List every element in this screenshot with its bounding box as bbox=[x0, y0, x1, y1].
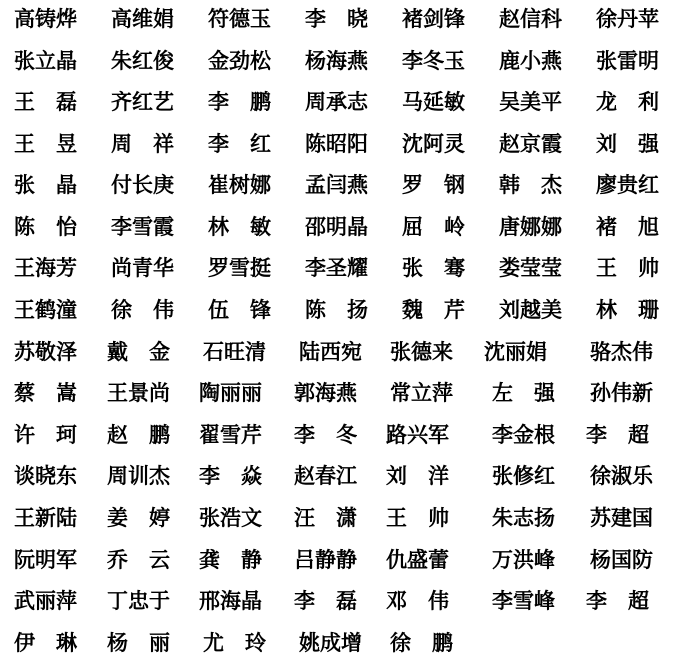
name-entry: 乔 云 bbox=[107, 547, 170, 572]
name-entry: 李 鹏 bbox=[208, 89, 271, 114]
name-entry: 赵 鹏 bbox=[107, 422, 170, 447]
name-row bbox=[0, 250, 691, 292]
name-entry: 刘 洋 bbox=[386, 463, 449, 488]
name-entry: 王海芳 bbox=[14, 255, 77, 280]
name-entry: 翟雪芹 bbox=[199, 422, 262, 447]
name-entry: 褚剑锋 bbox=[402, 6, 465, 31]
name-entry: 鹿小燕 bbox=[499, 48, 562, 73]
name-entry: 林 敏 bbox=[208, 214, 271, 239]
name-entry: 路兴军 bbox=[386, 422, 449, 447]
name-entry: 张修红 bbox=[492, 463, 555, 488]
name-entry: 李 超 bbox=[586, 588, 649, 613]
name-entry: 朱志扬 bbox=[492, 505, 555, 530]
name-entry: 王鹤潼 bbox=[14, 297, 77, 322]
name-entry: 汪 潇 bbox=[294, 505, 357, 530]
name-entry: 付长庚 bbox=[111, 172, 174, 197]
name-row bbox=[0, 583, 691, 625]
name-entry: 李雪霞 bbox=[111, 214, 174, 239]
name-entry: 蔡 嵩 bbox=[14, 380, 77, 405]
name-entry: 武丽萍 bbox=[14, 588, 77, 613]
name-entry: 李 磊 bbox=[294, 588, 357, 613]
name-entry: 李 冬 bbox=[294, 422, 357, 447]
name-entry: 骆杰伟 bbox=[590, 339, 653, 364]
name-entry: 娄莹莹 bbox=[499, 255, 562, 280]
name-entry: 陈 扬 bbox=[305, 297, 368, 322]
name-entry: 王景尚 bbox=[107, 380, 170, 405]
name-entry: 吕静静 bbox=[294, 547, 357, 572]
name-entry: 赵春江 bbox=[294, 463, 357, 488]
name-entry: 罗雪挺 bbox=[208, 255, 271, 280]
name-entry: 苏建国 bbox=[590, 505, 653, 530]
name-row bbox=[0, 542, 691, 584]
name-entry: 金劲松 bbox=[208, 48, 271, 73]
name-entry: 王 磊 bbox=[14, 89, 77, 114]
name-entry: 沈丽娟 bbox=[484, 339, 547, 364]
name-entry: 石旺清 bbox=[203, 339, 266, 364]
name-entry: 伊 琳 bbox=[14, 630, 77, 655]
name-entry: 马延敏 bbox=[402, 89, 465, 114]
name-entry: 孟闫燕 bbox=[305, 172, 368, 197]
name-entry: 周训杰 bbox=[107, 463, 170, 488]
name-entry: 郭海燕 bbox=[294, 380, 357, 405]
name-entry: 姚成增 bbox=[299, 630, 362, 655]
name-entry: 许 珂 bbox=[14, 422, 77, 447]
name-entry: 万洪峰 bbox=[492, 547, 555, 572]
name-row bbox=[0, 500, 691, 542]
name-entry: 龙 利 bbox=[596, 89, 659, 114]
name-entry: 姜 婷 bbox=[107, 505, 170, 530]
name-entry: 常立萍 bbox=[390, 380, 453, 405]
name-entry: 左 强 bbox=[492, 380, 555, 405]
name-entry: 戴 金 bbox=[107, 339, 170, 364]
name-entry: 吴美平 bbox=[499, 89, 562, 114]
name-entry: 刘 强 bbox=[596, 131, 659, 156]
name-row bbox=[0, 126, 691, 168]
name-entry: 李圣耀 bbox=[305, 255, 368, 280]
name-entry: 徐 鹏 bbox=[390, 630, 453, 655]
name-entry: 陈 怡 bbox=[14, 214, 77, 239]
name-entry: 邢海晶 bbox=[199, 588, 262, 613]
name-entry: 符德玉 bbox=[208, 6, 271, 31]
name-row bbox=[0, 43, 691, 85]
name-entry: 王新陆 bbox=[14, 505, 77, 530]
name-row bbox=[0, 334, 691, 376]
name-entry: 张 骞 bbox=[402, 255, 465, 280]
name-entry: 唐娜娜 bbox=[499, 214, 562, 239]
name-entry: 张立晶 bbox=[14, 48, 77, 73]
name-entry: 杨海燕 bbox=[305, 48, 368, 73]
name-entry: 林 珊 bbox=[596, 297, 659, 322]
name-row bbox=[0, 292, 691, 334]
name-entry: 丁忠于 bbox=[107, 588, 170, 613]
name-entry: 廖贵红 bbox=[596, 172, 659, 197]
name-entry: 龚 静 bbox=[199, 547, 262, 572]
name-entry: 尤 玲 bbox=[203, 630, 266, 655]
name-entry: 王 帅 bbox=[386, 505, 449, 530]
name-entry: 徐淑乐 bbox=[590, 463, 653, 488]
name-entry: 仇盛蕾 bbox=[386, 547, 449, 572]
name-entry: 阮明军 bbox=[14, 547, 77, 572]
name-entry: 李冬玉 bbox=[402, 48, 465, 73]
name-entry: 尚青华 bbox=[111, 255, 174, 280]
name-entry: 李 红 bbox=[208, 131, 271, 156]
name-entry: 陶丽丽 bbox=[199, 380, 262, 405]
name-entry: 陈昭阳 bbox=[305, 131, 368, 156]
name-entry: 周 祥 bbox=[111, 131, 174, 156]
name-entry: 杨 丽 bbox=[107, 630, 170, 655]
name-entry: 朱红俊 bbox=[111, 48, 174, 73]
name-entry: 屈 岭 bbox=[402, 214, 465, 239]
name-row bbox=[0, 1, 691, 43]
name-entry: 邓 伟 bbox=[386, 588, 449, 613]
name-entry: 张德来 bbox=[390, 339, 453, 364]
name-entry: 谈晓东 bbox=[14, 463, 77, 488]
name-entry: 崔树娜 bbox=[208, 172, 271, 197]
name-entry: 李 超 bbox=[586, 422, 649, 447]
name-entry: 罗 钢 bbox=[402, 172, 465, 197]
name-entry: 邵明晶 bbox=[305, 214, 368, 239]
name-entry: 齐红艺 bbox=[111, 89, 174, 114]
name-entry: 徐丹苹 bbox=[596, 6, 659, 31]
name-row bbox=[0, 458, 691, 500]
name-row bbox=[0, 167, 691, 209]
name-entry: 徐 伟 bbox=[111, 297, 174, 322]
name-entry: 赵京霞 bbox=[499, 131, 562, 156]
name-entry: 刘越美 bbox=[499, 297, 562, 322]
name-row bbox=[0, 209, 691, 251]
name-entry: 苏敬泽 bbox=[14, 339, 77, 364]
name-row bbox=[0, 375, 691, 417]
name-entry: 张 晶 bbox=[14, 172, 77, 197]
name-entry: 陆西宛 bbox=[299, 339, 362, 364]
name-entry: 张浩文 bbox=[199, 505, 262, 530]
name-row bbox=[0, 625, 691, 667]
name-entry: 王 帅 bbox=[596, 255, 659, 280]
name-entry: 李 焱 bbox=[199, 463, 262, 488]
name-entry: 高铸烨 bbox=[14, 6, 77, 31]
name-row bbox=[0, 417, 691, 459]
name-entry: 魏 芹 bbox=[402, 297, 465, 322]
name-entry: 高维娟 bbox=[111, 6, 174, 31]
name-entry: 李 晓 bbox=[305, 6, 368, 31]
name-entry: 王 昱 bbox=[14, 131, 77, 156]
name-entry: 杨国防 bbox=[590, 547, 653, 572]
name-entry: 李金根 bbox=[492, 422, 555, 447]
name-entry: 沈阿灵 bbox=[402, 131, 465, 156]
name-entry: 孙伟新 bbox=[590, 380, 653, 405]
name-entry: 周承志 bbox=[305, 89, 368, 114]
name-row bbox=[0, 84, 691, 126]
name-entry: 韩 杰 bbox=[499, 172, 562, 197]
name-entry: 赵信科 bbox=[499, 6, 562, 31]
name-entry: 张雷明 bbox=[596, 48, 659, 73]
name-entry: 伍 锋 bbox=[208, 297, 271, 322]
name-entry: 褚 旭 bbox=[596, 214, 659, 239]
name-entry: 李雪峰 bbox=[492, 588, 555, 613]
